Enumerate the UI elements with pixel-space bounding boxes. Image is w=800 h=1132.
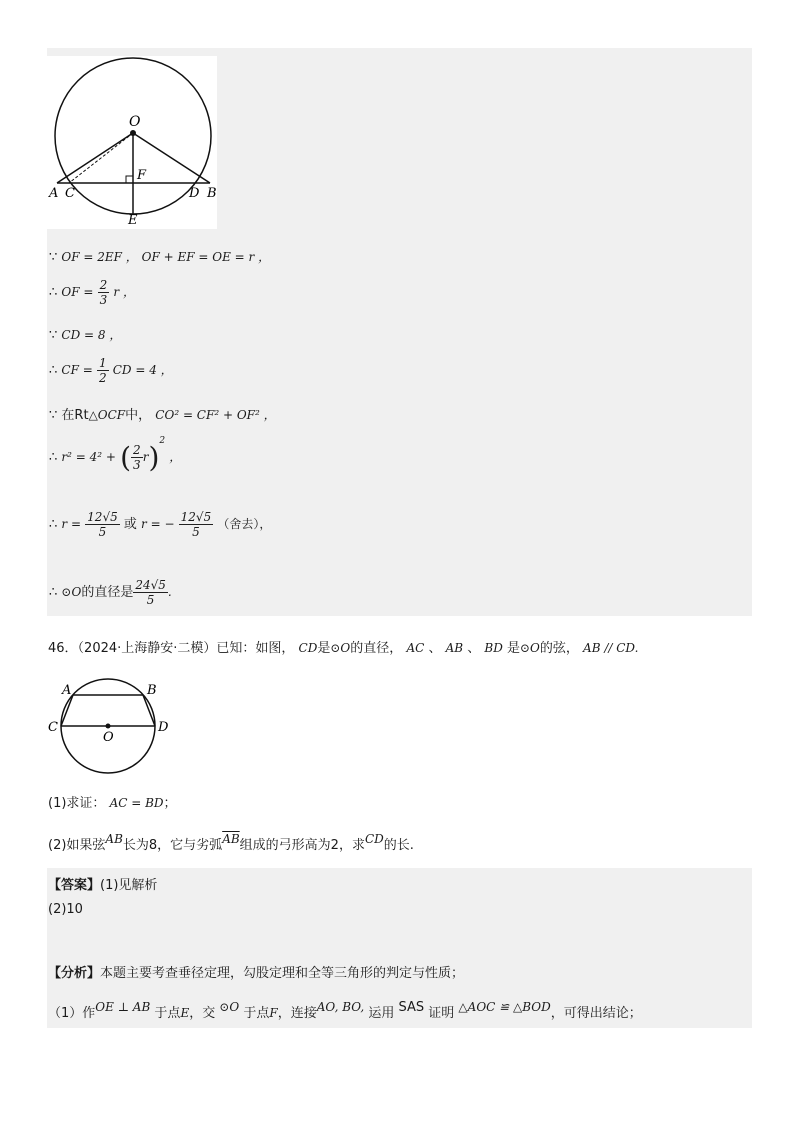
answer-line-1: 【答案】(1)见解析	[48, 878, 158, 893]
label-D: D	[158, 720, 169, 735]
label-C: C	[48, 720, 58, 735]
label-F: F	[137, 168, 147, 183]
fraction: $\frac{2}{3}$	[133, 443, 141, 472]
analysis-line-2: （1）作OE ⊥ AB 于点E，交 ⊙O 于点F，连接AO, BO, 运用 SAS 证明 △AOC ≌ △BOD，可得出结论；	[48, 1000, 642, 1021]
figure-circle-chords	[44, 678, 184, 778]
label-B: B	[207, 186, 217, 201]
label-D: D	[189, 186, 200, 201]
solution-line-8: ∴ ⊙O的直径是 $\frac{24√5}{5}$ .	[49, 578, 172, 607]
solution-line-2: ∴ OF = $\frac{2}{3}$ r ，	[49, 278, 135, 307]
answer-line-2: (2)10	[48, 902, 83, 917]
solution-line-5: ∵ 在Rt△OCF中， CO² = CF² + OF² ，	[49, 408, 276, 423]
solution-line-3: ∵ CD = 8 ，	[49, 328, 122, 343]
figure-circle-chord	[47, 56, 217, 229]
part-2: (2)如果弦AB长为8，它与劣弧$\overline{AB}$组成的弓形高为2，求CD的长.	[48, 832, 414, 853]
fraction: $\frac{12√5}{5}$	[87, 510, 118, 539]
fraction: $\frac{24√5}{5}$	[135, 578, 166, 607]
label-B: B	[147, 683, 157, 698]
solution-line-6: ∴ r² = 4² + ( $\frac{2}{3}$ r)$^2$ ，	[49, 436, 182, 474]
label-C: C	[65, 186, 75, 201]
solution-line-1: ∵ OF = 2EF ， OF + EF = OE = r ，	[49, 250, 271, 265]
label-E: E	[128, 213, 138, 228]
fraction: $\frac{1}{2}$	[98, 356, 107, 385]
label-O: O	[103, 730, 114, 745]
label-A: A	[49, 186, 59, 201]
part-1: (1)求证： AC = BD；	[48, 796, 177, 811]
fraction: $\frac{2}{3}$	[99, 278, 108, 307]
label-A: A	[62, 683, 72, 698]
solution-line-4: ∴ CF = $\frac{1}{2}$ CD = 4 ，	[49, 356, 173, 385]
left-paren: (	[120, 441, 132, 474]
label-O: O	[129, 114, 141, 130]
fraction: $\frac{12√5}{5}$	[180, 510, 212, 539]
problem-46-statement: 46．（2024·上海静安·二模）已知：如图， CD是⊙O的直径， AC 、 AB 、 BD 是⊙O的弦， AB // CD.	[48, 641, 639, 656]
analysis-line-1: 【分析】本题主要考查垂径定理，勾股定理和全等三角形的判定与性质；	[48, 966, 465, 981]
right-paren: )	[148, 441, 160, 474]
solution-line-7: ∴ r = $\frac{12√5}{5}$ 或 r = − $\frac{12√5}{5}$ （舍去），	[49, 510, 272, 539]
